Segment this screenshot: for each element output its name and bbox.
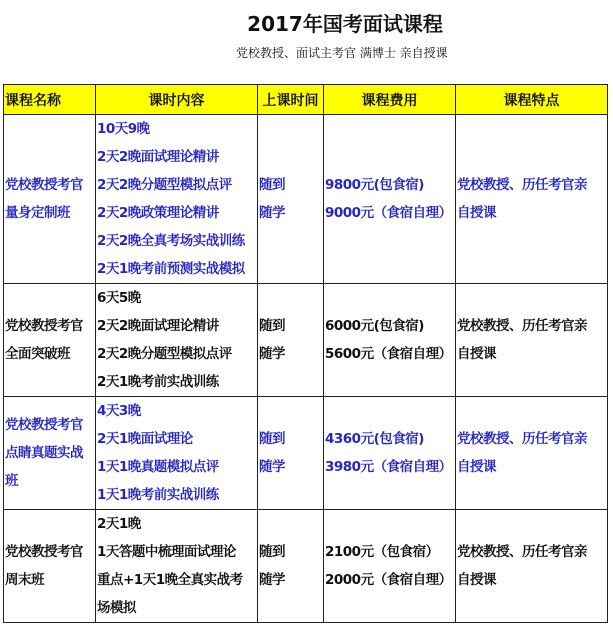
feature-line: 党校教授、历任考官亲: [457, 177, 587, 193]
time-line: 随学: [259, 346, 285, 362]
feature-line: 自授课: [457, 205, 496, 221]
time-line: 随到: [259, 318, 285, 334]
name-line: 党校教授考官: [5, 544, 83, 560]
table-row: [4, 397, 608, 510]
fee-line: 4360元(包食宿): [325, 431, 424, 447]
name-line: 党校教授考官: [5, 318, 83, 334]
feature-line: 党校教授、历任考官亲: [457, 544, 587, 560]
content-line: 2天2晚分题型模拟点评: [97, 177, 232, 193]
content-line: 重点+1天1晚全真实战考: [97, 572, 243, 588]
cell-feature: [456, 510, 608, 623]
table-row: [4, 510, 608, 623]
fee-line: 5600元（食宿自理）: [325, 346, 452, 362]
header-course-name: 课程名称: [4, 85, 96, 115]
time-line: 随学: [259, 459, 285, 475]
fee-line: 9800元(包食宿): [325, 177, 424, 193]
fee-line: 2000元（食宿自理）: [325, 572, 452, 588]
cell-name: [4, 397, 96, 510]
feature-line: 自授课: [457, 459, 496, 475]
time-line: 随学: [259, 572, 285, 588]
name-line: 班: [5, 473, 18, 489]
content-line: 2天1晚: [97, 516, 141, 532]
name-line: 量身定制班: [5, 205, 70, 221]
course-table: [3, 84, 608, 623]
content-line: 2天2晚政策理论精讲: [97, 205, 219, 221]
time-line: 随到: [259, 177, 285, 193]
feature-line: 自授课: [457, 572, 496, 588]
cell-time: [258, 284, 324, 397]
cell-content: [96, 115, 258, 284]
cell-fee: [324, 284, 456, 397]
fee-line: 6000元(包食宿): [325, 318, 424, 334]
content-line: 2天2晚分题型模拟点评: [97, 346, 232, 362]
content-line: 场模拟: [97, 600, 136, 616]
cell-time: [258, 510, 324, 623]
cell-name: [4, 284, 96, 397]
header-feature: 课程特点: [456, 85, 608, 115]
content-line: 2天1晚面试理论: [97, 431, 193, 447]
page-subtitle: 党校教授、面试主考官 满博士 亲自授课: [236, 46, 448, 60]
content-line: 10天9晚: [97, 121, 150, 137]
name-line: 周末班: [5, 572, 44, 588]
feature-line: 党校教授、历任考官亲: [457, 318, 587, 334]
content-line: 2天2晚面试理论精讲: [97, 149, 219, 165]
name-line: 点睛真题实战: [5, 445, 83, 461]
name-line: 全面突破班: [5, 346, 70, 362]
header-content: 课时内容: [96, 85, 258, 115]
time-line: 随到: [259, 544, 285, 560]
content-line: 1天1晚考前实战训练: [97, 487, 219, 503]
content-line: 2天1晚考前实战训练: [97, 374, 219, 390]
feature-line: 自授课: [457, 346, 496, 362]
content-line: 2天2晚全真考场实战训练: [97, 233, 245, 249]
cell-name: [4, 115, 96, 284]
cell-fee: [324, 397, 456, 510]
cell-fee: [324, 115, 456, 284]
fee-line: 9000元（食宿自理）: [325, 205, 452, 221]
cell-content: [96, 397, 258, 510]
cell-feature: [456, 115, 608, 284]
name-line: 党校教授考官: [5, 417, 83, 433]
content-line: 6天5晚: [97, 290, 141, 306]
content-line: 4天3晚: [97, 403, 141, 419]
cell-name: [4, 510, 96, 623]
fee-line: 2100元（包食宿）: [325, 544, 439, 560]
header-time: 上课时间: [258, 85, 324, 115]
header-fee: 课程费用: [324, 85, 456, 115]
cell-content: [96, 284, 258, 397]
cell-feature: [456, 397, 608, 510]
table-row: [4, 115, 608, 284]
table-row: [4, 284, 608, 397]
cell-time: [258, 397, 324, 510]
cell-time: [258, 115, 324, 284]
cell-fee: [324, 510, 456, 623]
fee-line: 3980元（食宿自理）: [325, 459, 452, 475]
time-line: 随学: [259, 205, 285, 221]
cell-feature: [456, 284, 608, 397]
content-line: 1天答题中梳理面试理论: [97, 544, 236, 560]
name-line: 党校教授考官: [5, 177, 83, 193]
page-title: 2017年国考面试课程: [247, 12, 443, 36]
time-line: 随到: [259, 431, 285, 447]
content-line: 2天1晚考前预测实战模拟: [97, 261, 245, 277]
table-header-row: [4, 85, 608, 115]
content-line: 1天1晚真题模拟点评: [97, 459, 219, 475]
content-line: 2天2晚面试理论精讲: [97, 318, 219, 334]
feature-line: 党校教授、历任考官亲: [457, 431, 587, 447]
cell-content: [96, 510, 258, 623]
